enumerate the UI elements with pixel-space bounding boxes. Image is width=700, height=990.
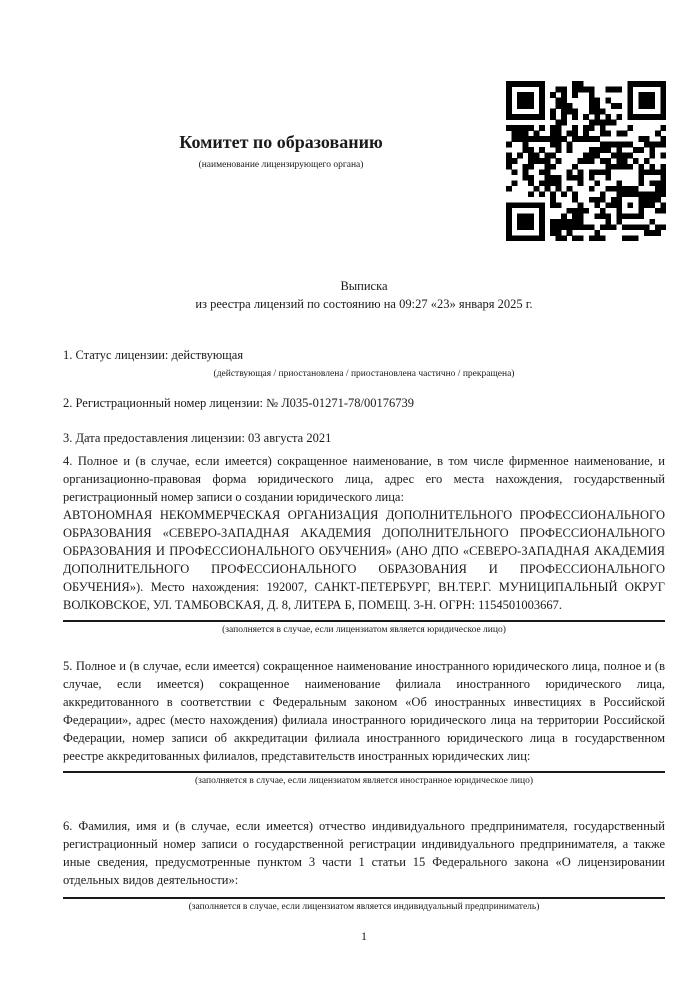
document-title-subtitle: из реестра лицензий по состоянию на 09:27 «23» января 2025 г. [195,297,533,311]
registration-number-text: 2. Регистрационный номер лицензии: № Л035-01271-78/00176739 [63,396,414,410]
legal-entity-heading: 4. Полное и (в случае, если имеется) сокращенное наименование, в том числе фирменное наименование, и организационно-правовая форма юридического лица, адрес его места нахождения, государственный регистрационный номер записи о создании юридического лица: [63,454,665,504]
license-item-registration-number [63,394,665,412]
entrepreneur-caption: (заполняется в случае, если лицензиатом является индивидуальный предприниматель) [188,902,540,912]
legal-entity-caption: (заполняется в случае, если лицензиатом является юридическое лицо) [222,625,506,635]
license-item-status [63,346,665,379]
license-status-text: 1. Статус лицензии: действующая [63,348,244,362]
foreign-entity-heading: 5. Полное и (в случае, если имеется) сокращенное наименование иностранного юридического лица, полное и (в случае, если имеется) сокращенное наименование филиала иностранного юридического лица, аккредитованного в соответствии с Федеральным законом «Об иностранных инвестициях в Российской Федерации», адрес (место нахождения) филиала иностранного юридического лица на территории Российской Федерации, номер записи об аккредитации филиала иностранного юридического лица в государственном реестре аккредитованных филиалов, представительств иностранных юридических лиц: [63,659,665,763]
license-item-foreign-entity [63,657,665,786]
separator-line [63,620,665,622]
document-title-main: Выписка [340,279,388,293]
licensing-authority-name: Комитет по образованию [179,132,383,152]
document-title [63,277,665,313]
entrepreneur-heading: 6. Фамилия, имя и (в случае, если имеется) отчество индивидуального предпринимателя, государственный регистрационный номер записи о государственной регистрации индивидуального предпринимателя, а также иные сведения, предусмотренные пунктом 3 части 1 статьи 15 Федерального закона «О лицензировании отдельных видов деятельности»: [63,819,665,887]
separator-line [63,771,665,773]
license-item-legal-entity [63,452,665,635]
license-item-entrepreneur [63,817,665,912]
grant-date-text: 3. Дата предоставления лицензии: 03 августа 2021 [63,431,332,445]
licensing-authority-block [63,131,499,170]
page-number: 1 [361,929,367,943]
license-status-options-caption: (действующая / приостановлена / приостановлена частично / прекращена) [213,369,515,379]
legal-entity-details: АВТОНОМНАЯ НЕКОММЕРЧЕСКАЯ ОРГАНИЗАЦИЯ ДОПОЛНИТЕЛЬНОГО ПРОФЕССИОНАЛЬНОГО ОБРАЗОВАНИЯ «СЕВЕРО-ЗАПАДНАЯ АКАДЕМИЯ ДОПОЛНИТЕЛЬНОГО ПРОФЕССИОНАЛЬНОГО ОБРАЗОВАНИЯ И ПРОФЕССИОНАЛЬНОГО ОБУЧЕНИЯ» (АНО ДПО «СЕВЕРО-ЗАПАДНАЯ АКАДЕМИЯ ДОПОЛНИТЕЛЬНОГО ПРОФЕССИОНАЛЬНОГО ОБРАЗОВАНИЯ И ПРОФЕССИОНАЛЬНОГО ОБУЧЕНИЯ»). Место нахождения: 192007, САНКТ-ПЕТЕРБУРГ, ВН.ТЕР.Г. МУНИЦИПАЛЬНЫЙ ОКРУГ ВОЛКОВСКОЕ, УЛ. ТАМБОВСКАЯ, Д. 8, ЛИТЕРА Б, ПОМЕЩ. 3-Н. ОГРН: 1154501003667. [63,508,665,612]
foreign-entity-caption: (заполняется в случае, если лицензиатом является иностранное юридическое лицо) [195,776,533,786]
license-item-grant-date [63,429,665,447]
qr-code-icon [506,81,666,241]
separator-line [63,897,665,899]
licensing-authority-caption: (наименование лицензирующего органа) [198,160,364,170]
